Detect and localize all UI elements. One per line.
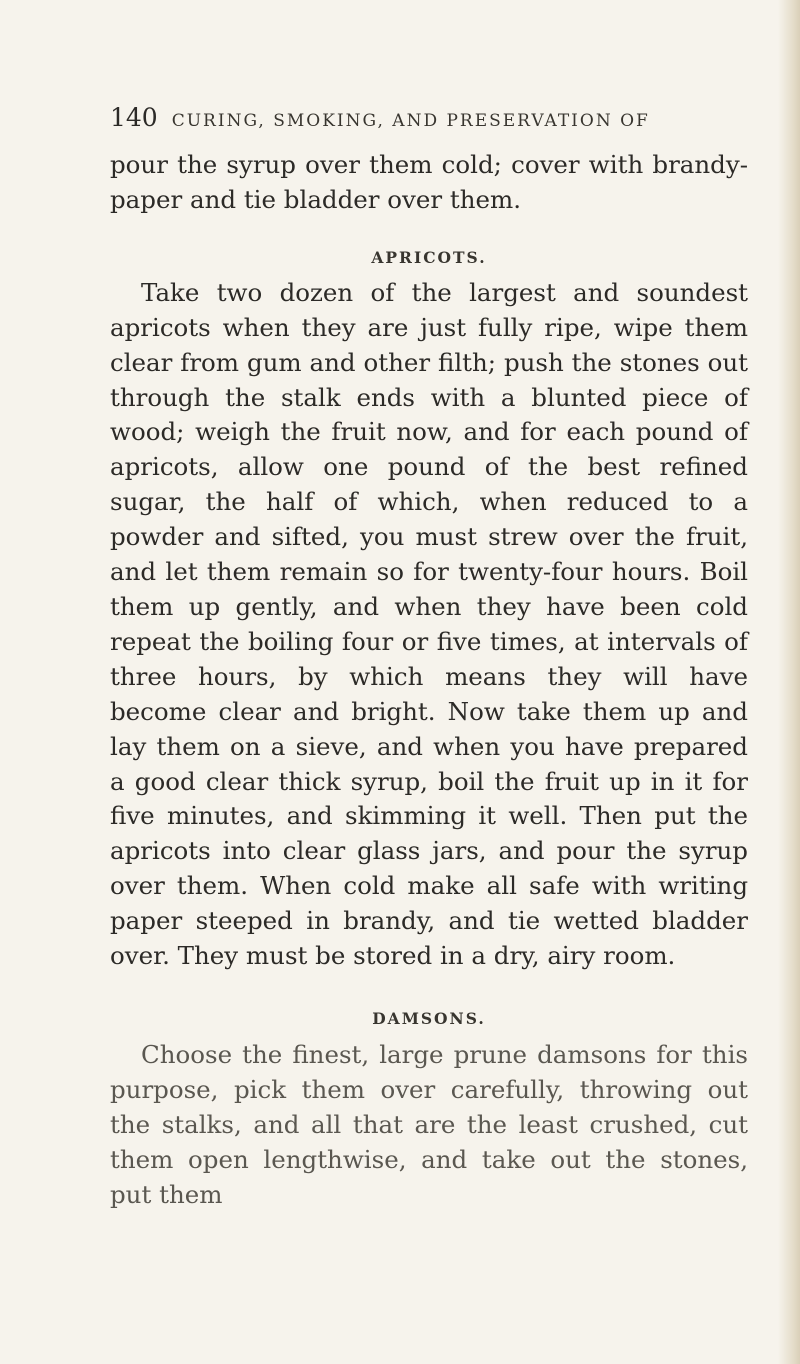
section-heading-apricots: APRICOTS. <box>371 247 487 267</box>
running-head: CURING, SMOKING, AND PRESERVATION OF <box>171 111 650 131</box>
page-number: 140 <box>110 103 158 132</box>
section-heading-damsons: DAMSONS. <box>372 1008 486 1028</box>
page-edge-shadow <box>778 0 800 1364</box>
page-body <box>110 148 748 1212</box>
damsons-paragraph: Choose the finest, large prune damsons for this purpose, pick them over carefully, throwing out the stalks, and all that are the least crushed, cut them open lengthwise, and take out the stones, put them <box>110 1039 748 1209</box>
intro-paragraph: pour the syrup over them cold; cover with brandy-paper and tie bladder over them. <box>110 150 748 214</box>
page-header <box>110 103 750 139</box>
apricots-paragraph: Take two dozen of the largest and soundest apricots when they are just fully ripe, wipe them clear from gum and other filth; push the stones out through the stalk ends with a blunted piece of wood; weigh the fruit now, and for each pound of apricots, allow one pound of the best refined sugar, the half of which, when reduced to a powder and sifted, you must strew over the fruit, and let them remain so for twenty-four hours. Boil them up gently, and when they have been cold repeat the boiling four or five times, at intervals of three hours, by which means they will have become clear and bright. Now take them up and lay them on a sieve, and when you have prepared a good clear thick syrup, boil the fruit up in it for five minutes, and skimming it well. Then put the apricots into clear glass jars, and pour the syrup over them. When cold make all safe with writing paper steeped in brandy, and tie wetted bladder over. They must be stored in a dry, airy room. <box>110 277 748 971</box>
